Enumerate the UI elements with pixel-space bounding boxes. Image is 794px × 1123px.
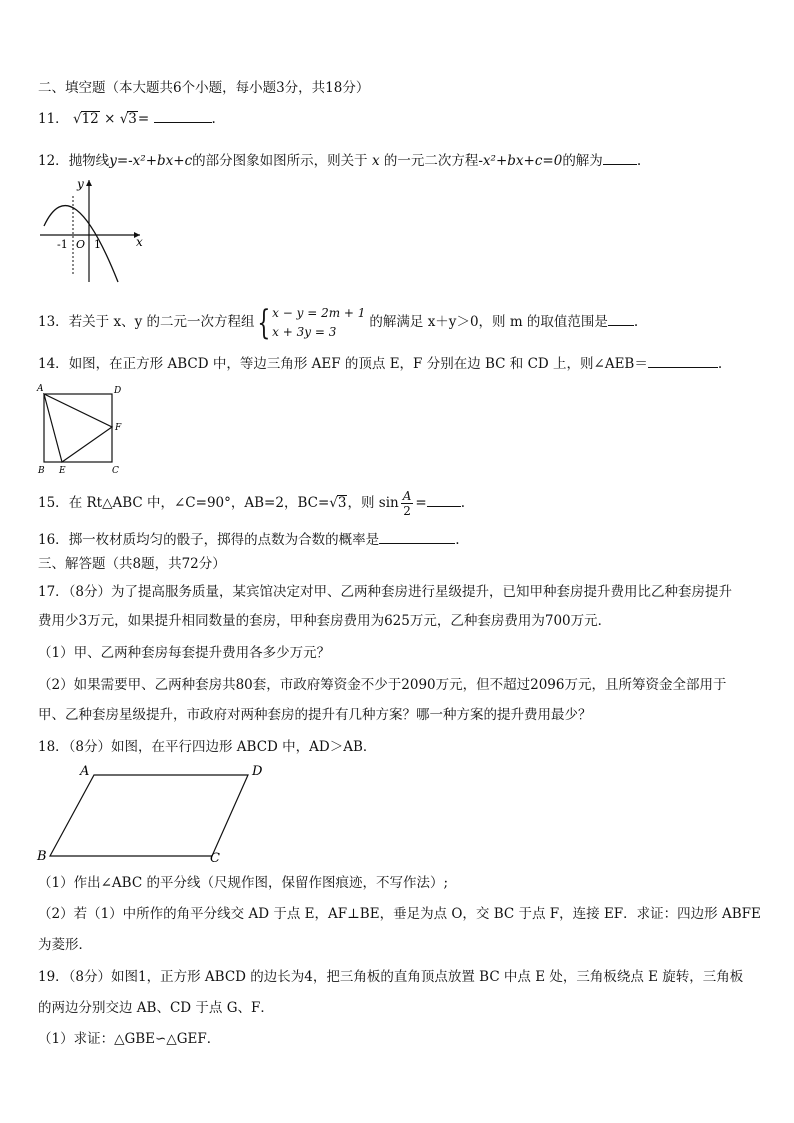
- q13-end: .: [633, 314, 639, 330]
- q15-text-b: ，则 sin: [347, 495, 399, 511]
- q11-times: ×: [104, 111, 116, 127]
- vertex-label-c: C: [210, 851, 220, 866]
- square-abcd: [44, 394, 112, 462]
- q15-radicand: 3: [337, 495, 347, 511]
- q12-text-c: 的一元二次方程: [383, 153, 479, 169]
- system-row-2: x + 3y = 3: [272, 324, 337, 339]
- question-17-part-2-line-1: （2）如果需要甲、乙两种套房共80套，市政府筹资金不少于2090万元，但不超过2096万元，且所筹资金全部用于: [38, 677, 727, 693]
- sqrt-symbol: √: [119, 111, 129, 127]
- vertex-label-a: A: [37, 384, 44, 394]
- q11-number: 11．: [38, 111, 69, 127]
- x-axis-label: x: [136, 235, 143, 249]
- brace-symbol: {: [256, 302, 270, 343]
- q14-number: 14．: [38, 356, 69, 372]
- sqrt-symbol: √: [72, 111, 82, 127]
- q13-text-a: 若关于 x、y 的二元一次方程组: [68, 314, 255, 330]
- answer-blank: [648, 353, 718, 368]
- system-row-1: x − y = 2m + 1: [272, 305, 366, 320]
- question-12: [38, 150, 641, 171]
- q11-radicand-2: 3: [128, 111, 137, 127]
- q16-end: .: [455, 532, 460, 548]
- q16-text: 掷一枚材质均匀的骰子，掷得的点数为合数的概率是: [68, 532, 380, 548]
- section-3-title: 三、解答题（共8题，共72分）: [38, 556, 226, 572]
- square-figure: [36, 381, 128, 477]
- vertex-label-d: D: [114, 386, 122, 396]
- q12-variable-x: x: [371, 153, 380, 169]
- question-13: [38, 302, 638, 344]
- origin-label: O: [76, 238, 86, 251]
- question-17-line-1: 17．（8分）为了提高服务质量，某宾馆决定对甲、乙两种套房进行星级提升，已知甲种套房提升费用比乙种套房提升: [38, 584, 733, 600]
- q13-text-b: 的解满足 x＋y＞0，则 m 的取值范围是: [369, 314, 608, 330]
- vertex-label-e: E: [59, 466, 66, 476]
- q15-equals: =: [415, 495, 427, 511]
- q15-number: 15．: [38, 495, 69, 511]
- question-11: [38, 108, 216, 129]
- q12-text-d: 的解为: [562, 153, 603, 169]
- answer-blank: [154, 108, 212, 123]
- fraction-denominator: 2: [403, 504, 411, 518]
- vertex-label-a: A: [80, 764, 90, 779]
- parallelogram-abcd: [50, 775, 248, 856]
- y-axis-label: y: [77, 177, 84, 191]
- answer-blank: [608, 311, 634, 326]
- answer-blank: [603, 150, 637, 165]
- vertex-label-c: C: [112, 466, 119, 476]
- q12-end: .: [636, 153, 642, 169]
- q12-equation: y=-x²+bx+c: [109, 153, 193, 169]
- q12-equation-2: -x²+bx+c=0: [478, 153, 563, 169]
- q11-end: .: [211, 111, 216, 127]
- equation-system: [272, 304, 365, 342]
- vertex-label-b: B: [37, 849, 47, 864]
- tick-label-1: 1: [94, 238, 101, 251]
- question-18-part-2-line-1: （2）若（1）中所作的角平分线交 AD 于点 E，AF⊥BE，垂足为点 O，交 BC 于点 F，连接 EF．求证：四边形 ABFE: [38, 906, 761, 922]
- q14-text: 如图，在正方形 ABCD 中，等边三角形 AEF 的顶点 E，F 分别在边 BC 和 CD 上，则∠AEB＝: [68, 356, 648, 372]
- question-17-line-2: 费用少3万元，如果提升相同数量的套房，甲种套房费用为625万元，乙种套房费用为700万元．: [38, 613, 612, 629]
- question-18-line-1: 18．（8分）如图，在平行四边形 ABCD 中，AD＞AB．: [38, 739, 377, 755]
- q13-number: 13．: [38, 314, 69, 330]
- q16-number: 16．: [38, 532, 69, 548]
- vertex-label-f: F: [115, 423, 122, 433]
- question-19-line-1: 19．（8分）如图1，正方形 ABCD 的边长为4，把三角板的直角顶点放置 BC 中点 E 处，三角板绕点 E 旋转，三角板: [38, 969, 744, 985]
- q11-equals: =: [137, 111, 150, 127]
- q12-text-b: 的部分图象如图所示，则关于: [192, 153, 368, 169]
- parallelogram-figure: [34, 760, 274, 868]
- q15-text-a: 在 Rt△ABC 中，∠C=90°，AB=2，BC=: [68, 495, 330, 511]
- triangle-aef: [44, 394, 112, 462]
- question-17-part-2-line-2: 甲、乙种套房星级提升，市政府对两种套房的提升有几种方案？哪一种方案的提升费用最少？: [38, 707, 592, 723]
- answer-blank: [379, 529, 455, 544]
- q12-text-a: 抛物线: [68, 153, 110, 169]
- fraction-a-over-2: [401, 489, 414, 518]
- question-19-part-1: （1）求证：△GBE∽△GEF．: [38, 1031, 221, 1047]
- tick-label-neg1: -1: [57, 238, 68, 251]
- parabola-figure: [36, 174, 152, 286]
- section-2-title: 二、填空题（本大题共6个小题，每小题3分，共18分）: [38, 80, 370, 96]
- q11-radicand-1: 12: [81, 111, 99, 127]
- vertex-label-d: D: [252, 764, 263, 779]
- question-14: [38, 353, 722, 374]
- question-16: [38, 529, 459, 550]
- q12-number: 12．: [38, 153, 69, 169]
- question-18-part-2-line-2: 为菱形．: [38, 937, 92, 953]
- question-17-part-1: （1）甲、乙两种套房每套提升费用各多少万元？: [38, 645, 331, 661]
- q14-end: .: [717, 356, 723, 372]
- vertex-label-b: B: [38, 466, 45, 476]
- question-18-part-1: （1）作出∠ABC 的平分线（尺规作图，保留作图痕迹，不写作法）;: [38, 875, 448, 891]
- question-19-line-2: 的两边分别交边 AB、CD 于点 G、F．: [38, 1000, 274, 1016]
- y-axis-arrow-icon: [86, 180, 92, 186]
- question-15: [38, 486, 465, 520]
- answer-blank: [427, 492, 461, 507]
- sqrt-symbol: √: [329, 495, 338, 511]
- q15-end: .: [460, 495, 465, 511]
- fraction-numerator: A: [402, 489, 412, 503]
